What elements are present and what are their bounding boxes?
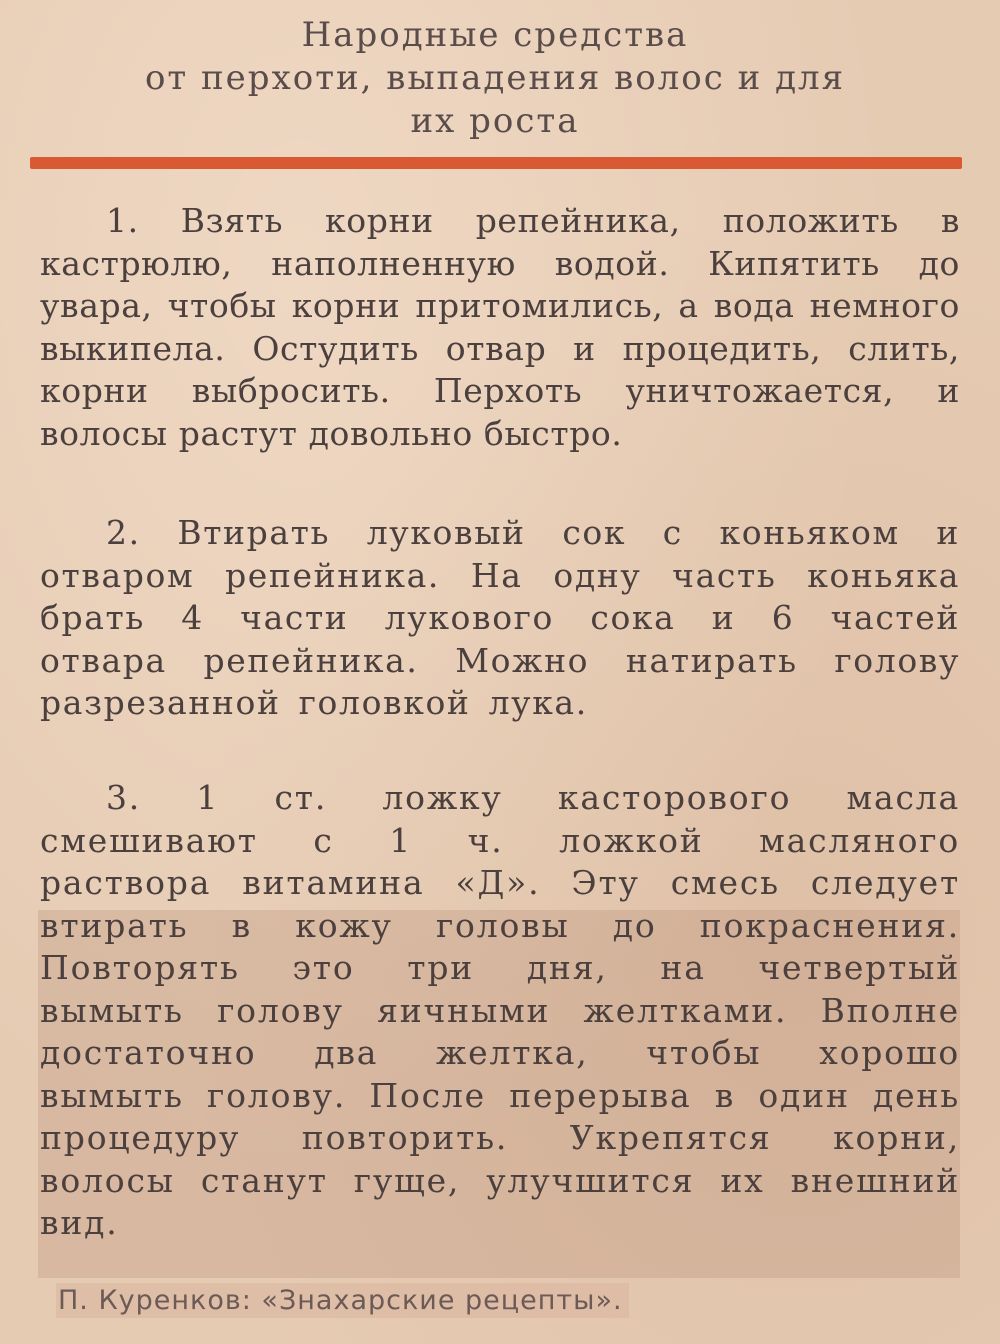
title-line-1: Народные средства (301, 15, 689, 55)
recipe-paragraph-1: 1. Взять корни репейника, положить в кастрюлю, наполненную водой. Кипятить до увара, чтобы корни притомились, а вода немного выкипела. Остудить отвар и процедить, слить, корни выбросить. Перхоть уничтожается, и волосы растут довольно быстро. (40, 201, 960, 453)
title-line-2: от перхоти, выпадения волос и для (144, 58, 846, 98)
article-title (30, 14, 960, 143)
article-body-2 (40, 512, 960, 725)
title-line-3: их роста (410, 101, 580, 141)
title-divider (30, 157, 962, 169)
recipe-paragraph-2: 2. Втирать луковый сок с коньяком и отваром репейника. На одну часть коньяка брать 4 части лукового сока и 6 частей отвара репейника. Можно натирать голову разрезанной головкой лука. (40, 513, 960, 722)
article-body-3 (40, 777, 960, 1245)
source-citation: П. Куренков: «Знахарские рецепты». (56, 1283, 629, 1318)
recipe-paragraph-3: 3. 1 ст. ложку касторового масла смешивают с 1 ч. ложкой масляного раствора витамина «Д». Эту смесь следует втирать в кожу головы до покраснения. Повторять это три дня, на четвертый вымыть голову яичными желтками. Вполне достаточно два желтка, чтобы хорошо вымыть голову. После перерыва в один день процедуру повторить. Укрепятся корни, волосы станут гуще, улучшится их внешний вид. (40, 778, 960, 1242)
article-body-1 (40, 200, 960, 455)
